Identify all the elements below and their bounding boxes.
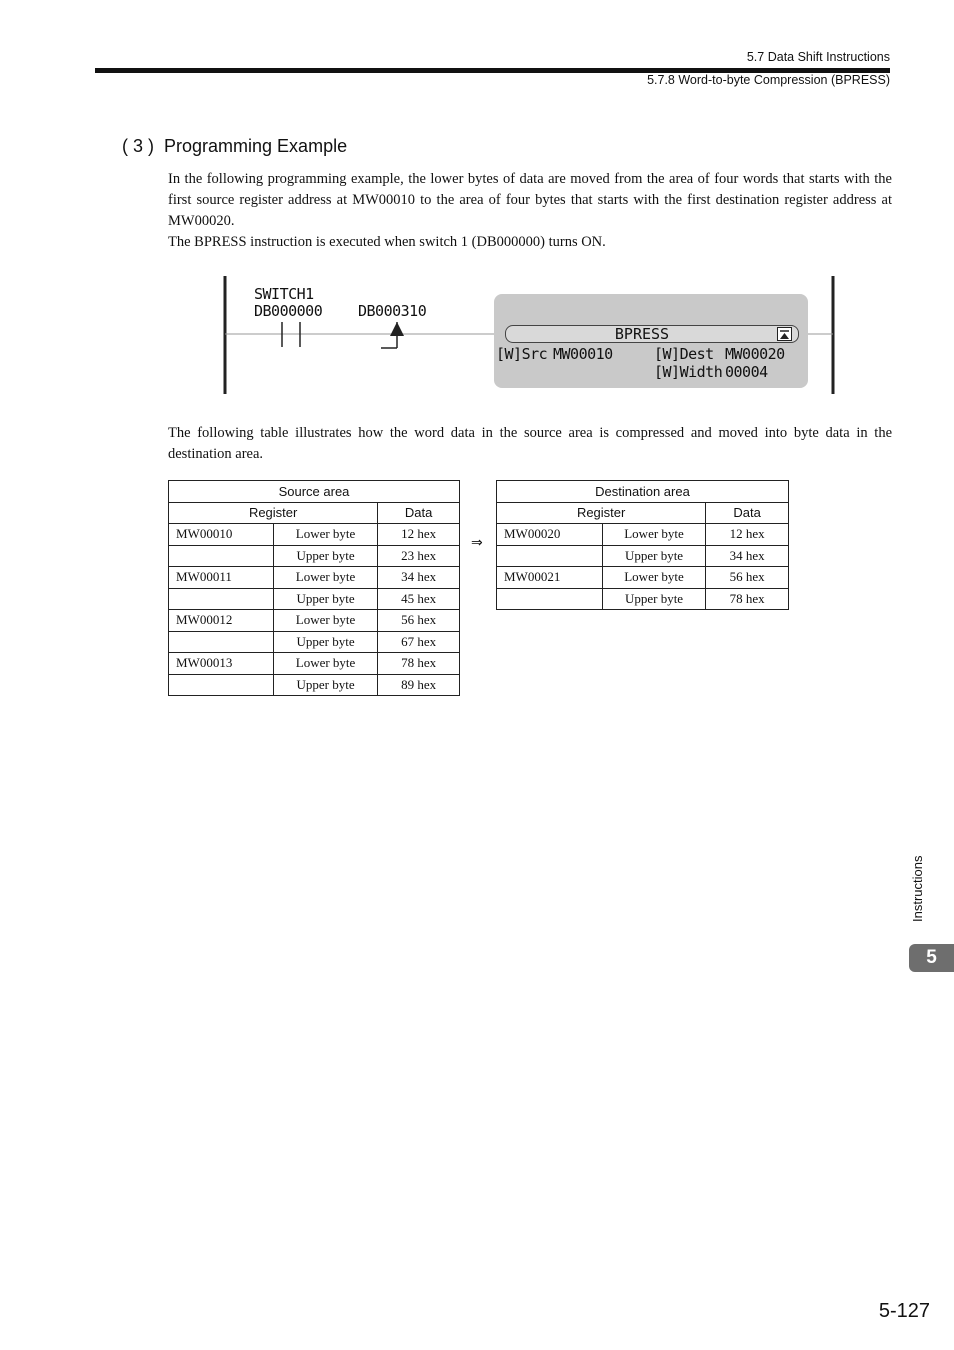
data-cell: 23 hex <box>378 545 460 567</box>
source-col-register: Register <box>169 502 378 524</box>
table-row <box>169 674 460 696</box>
table-row <box>169 567 460 589</box>
byte-cell: Lower byte <box>273 610 378 632</box>
table-row <box>497 588 789 610</box>
side-tab-label: Instructions <box>910 855 925 922</box>
chapter-tab: 5 <box>909 944 954 972</box>
width-value: 00004 <box>725 363 768 381</box>
heading-title: Programming Example <box>164 136 348 156</box>
register-cell: MW00013 <box>169 653 274 675</box>
ladder-diagram <box>222 274 838 398</box>
page-number: 5-127 <box>878 1300 930 1322</box>
byte-cell: Lower byte <box>602 567 706 589</box>
table-intro: The following table illustrates how the word data in the source area is compressed and moved into byte data in the destination area. <box>168 425 892 462</box>
intro-paragraph-2: The BPRESS instruction is executed when switch 1 (DB000000) turns ON. <box>168 234 606 250</box>
register-cell: MW00012 <box>169 610 274 632</box>
table-row <box>169 653 460 675</box>
dest-value: MW00020 <box>725 345 785 363</box>
table-row <box>169 524 460 546</box>
byte-cell: Lower byte <box>273 524 378 546</box>
intro-text <box>168 169 892 253</box>
contact-label: SWITCH1 <box>254 285 314 303</box>
data-cell: 34 hex <box>706 545 789 567</box>
register-cell <box>169 545 274 567</box>
table-row <box>169 545 460 567</box>
register-cell <box>169 588 274 610</box>
data-cell: 67 hex <box>378 631 460 653</box>
source-area-table <box>168 480 460 696</box>
byte-cell: Lower byte <box>273 653 378 675</box>
function-name: BPRESS <box>614 325 670 343</box>
width-label: [W]Width <box>654 363 723 381</box>
byte-cell: Lower byte <box>273 567 378 589</box>
expand-icon <box>777 327 792 341</box>
data-cell: 78 hex <box>378 653 460 675</box>
byte-cell: Lower byte <box>602 524 706 546</box>
heading-number: ( 3 ) <box>122 136 155 156</box>
data-cell: 34 hex <box>378 567 460 589</box>
source-col-data: Data <box>378 502 460 524</box>
table-row <box>169 610 460 632</box>
table-row <box>169 588 460 610</box>
table-row <box>497 567 789 589</box>
byte-cell: Upper byte <box>273 588 378 610</box>
dest-label: [W]Dest <box>654 345 714 363</box>
header-subsection-title: 5.7.8 Word-to-byte Compression (BPRESS) <box>647 73 890 87</box>
src-label: [W]Src <box>496 345 548 363</box>
register-cell <box>497 588 603 610</box>
src-value: MW00010 <box>553 345 613 363</box>
data-cell: 56 hex <box>706 567 789 589</box>
dest-col-data: Data <box>706 502 789 524</box>
contact-address: DB000000 <box>254 302 323 320</box>
destination-area-table <box>496 480 789 610</box>
transfer-arrow: ⇒ <box>471 535 483 551</box>
register-cell: MW00020 <box>497 524 603 546</box>
table-row <box>169 631 460 653</box>
data-cell: 78 hex <box>706 588 789 610</box>
byte-cell: Upper byte <box>273 631 378 653</box>
table-row <box>497 524 789 546</box>
table-row <box>497 545 789 567</box>
byte-cell: Upper byte <box>602 545 706 567</box>
register-cell: MW00021 <box>497 567 603 589</box>
data-cell: 56 hex <box>378 610 460 632</box>
byte-cell: Upper byte <box>273 674 378 696</box>
data-cell: 12 hex <box>706 524 789 546</box>
register-cell <box>169 674 274 696</box>
pulse-address: DB000310 <box>358 302 427 320</box>
register-cell: MW00011 <box>169 567 274 589</box>
data-cell: 45 hex <box>378 588 460 610</box>
source-table-title: Source area <box>169 481 460 503</box>
byte-cell: Upper byte <box>602 588 706 610</box>
register-cell <box>169 631 274 653</box>
dest-col-register: Register <box>497 502 706 524</box>
data-cell: 89 hex <box>378 674 460 696</box>
data-cell: 12 hex <box>378 524 460 546</box>
function-name-bar <box>505 325 799 343</box>
intro-paragraph-1: In the following programming example, the lower bytes of data are moved from the area of four words that starts with the first source register address at MW00010 to the area of four bytes that starts with the first destination register address at MW00020. <box>168 171 892 229</box>
section-heading <box>122 136 347 157</box>
byte-cell: Upper byte <box>273 545 378 567</box>
header-section-title: 5.7 Data Shift Instructions <box>746 50 890 64</box>
register-cell: MW00010 <box>169 524 274 546</box>
bpress-function-block <box>494 294 808 388</box>
dest-table-title: Destination area <box>497 481 789 503</box>
register-cell <box>497 545 603 567</box>
